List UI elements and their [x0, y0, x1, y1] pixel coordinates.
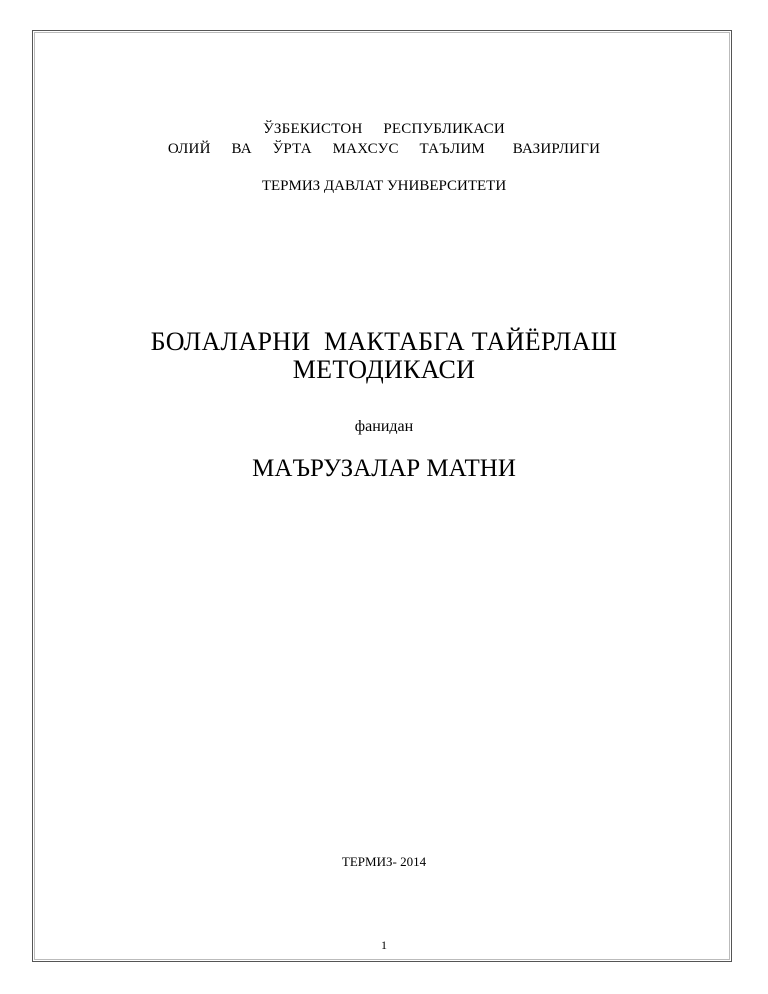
document-title-line-2: МЕТОДИКАСИ: [292, 355, 476, 384]
document-title-line-1: БОЛАЛАРНИ МАКТАБГА ТАЙЁРЛАШ: [150, 327, 618, 356]
city-year: ТЕРМИЗ- 2014: [341, 854, 427, 869]
document-type: МАЪРУЗАЛАР МАТНИ: [252, 455, 516, 482]
university-name: ТЕРМИЗ ДАВЛАТ УНИВЕРСИТЕТИ: [261, 178, 507, 194]
page-number: 1: [381, 938, 387, 952]
subject-suffix: фанидан: [354, 418, 414, 435]
ministry-name: ОЛИЙ ВА ЎРТА МАХСУС ТАЪЛИМ ВАЗИРЛИГИ: [167, 141, 601, 157]
country-name: ЎЗБЕКИСТОН РЕСПУБЛИКАСИ: [263, 121, 505, 137]
page-border-inner: [34, 32, 730, 960]
